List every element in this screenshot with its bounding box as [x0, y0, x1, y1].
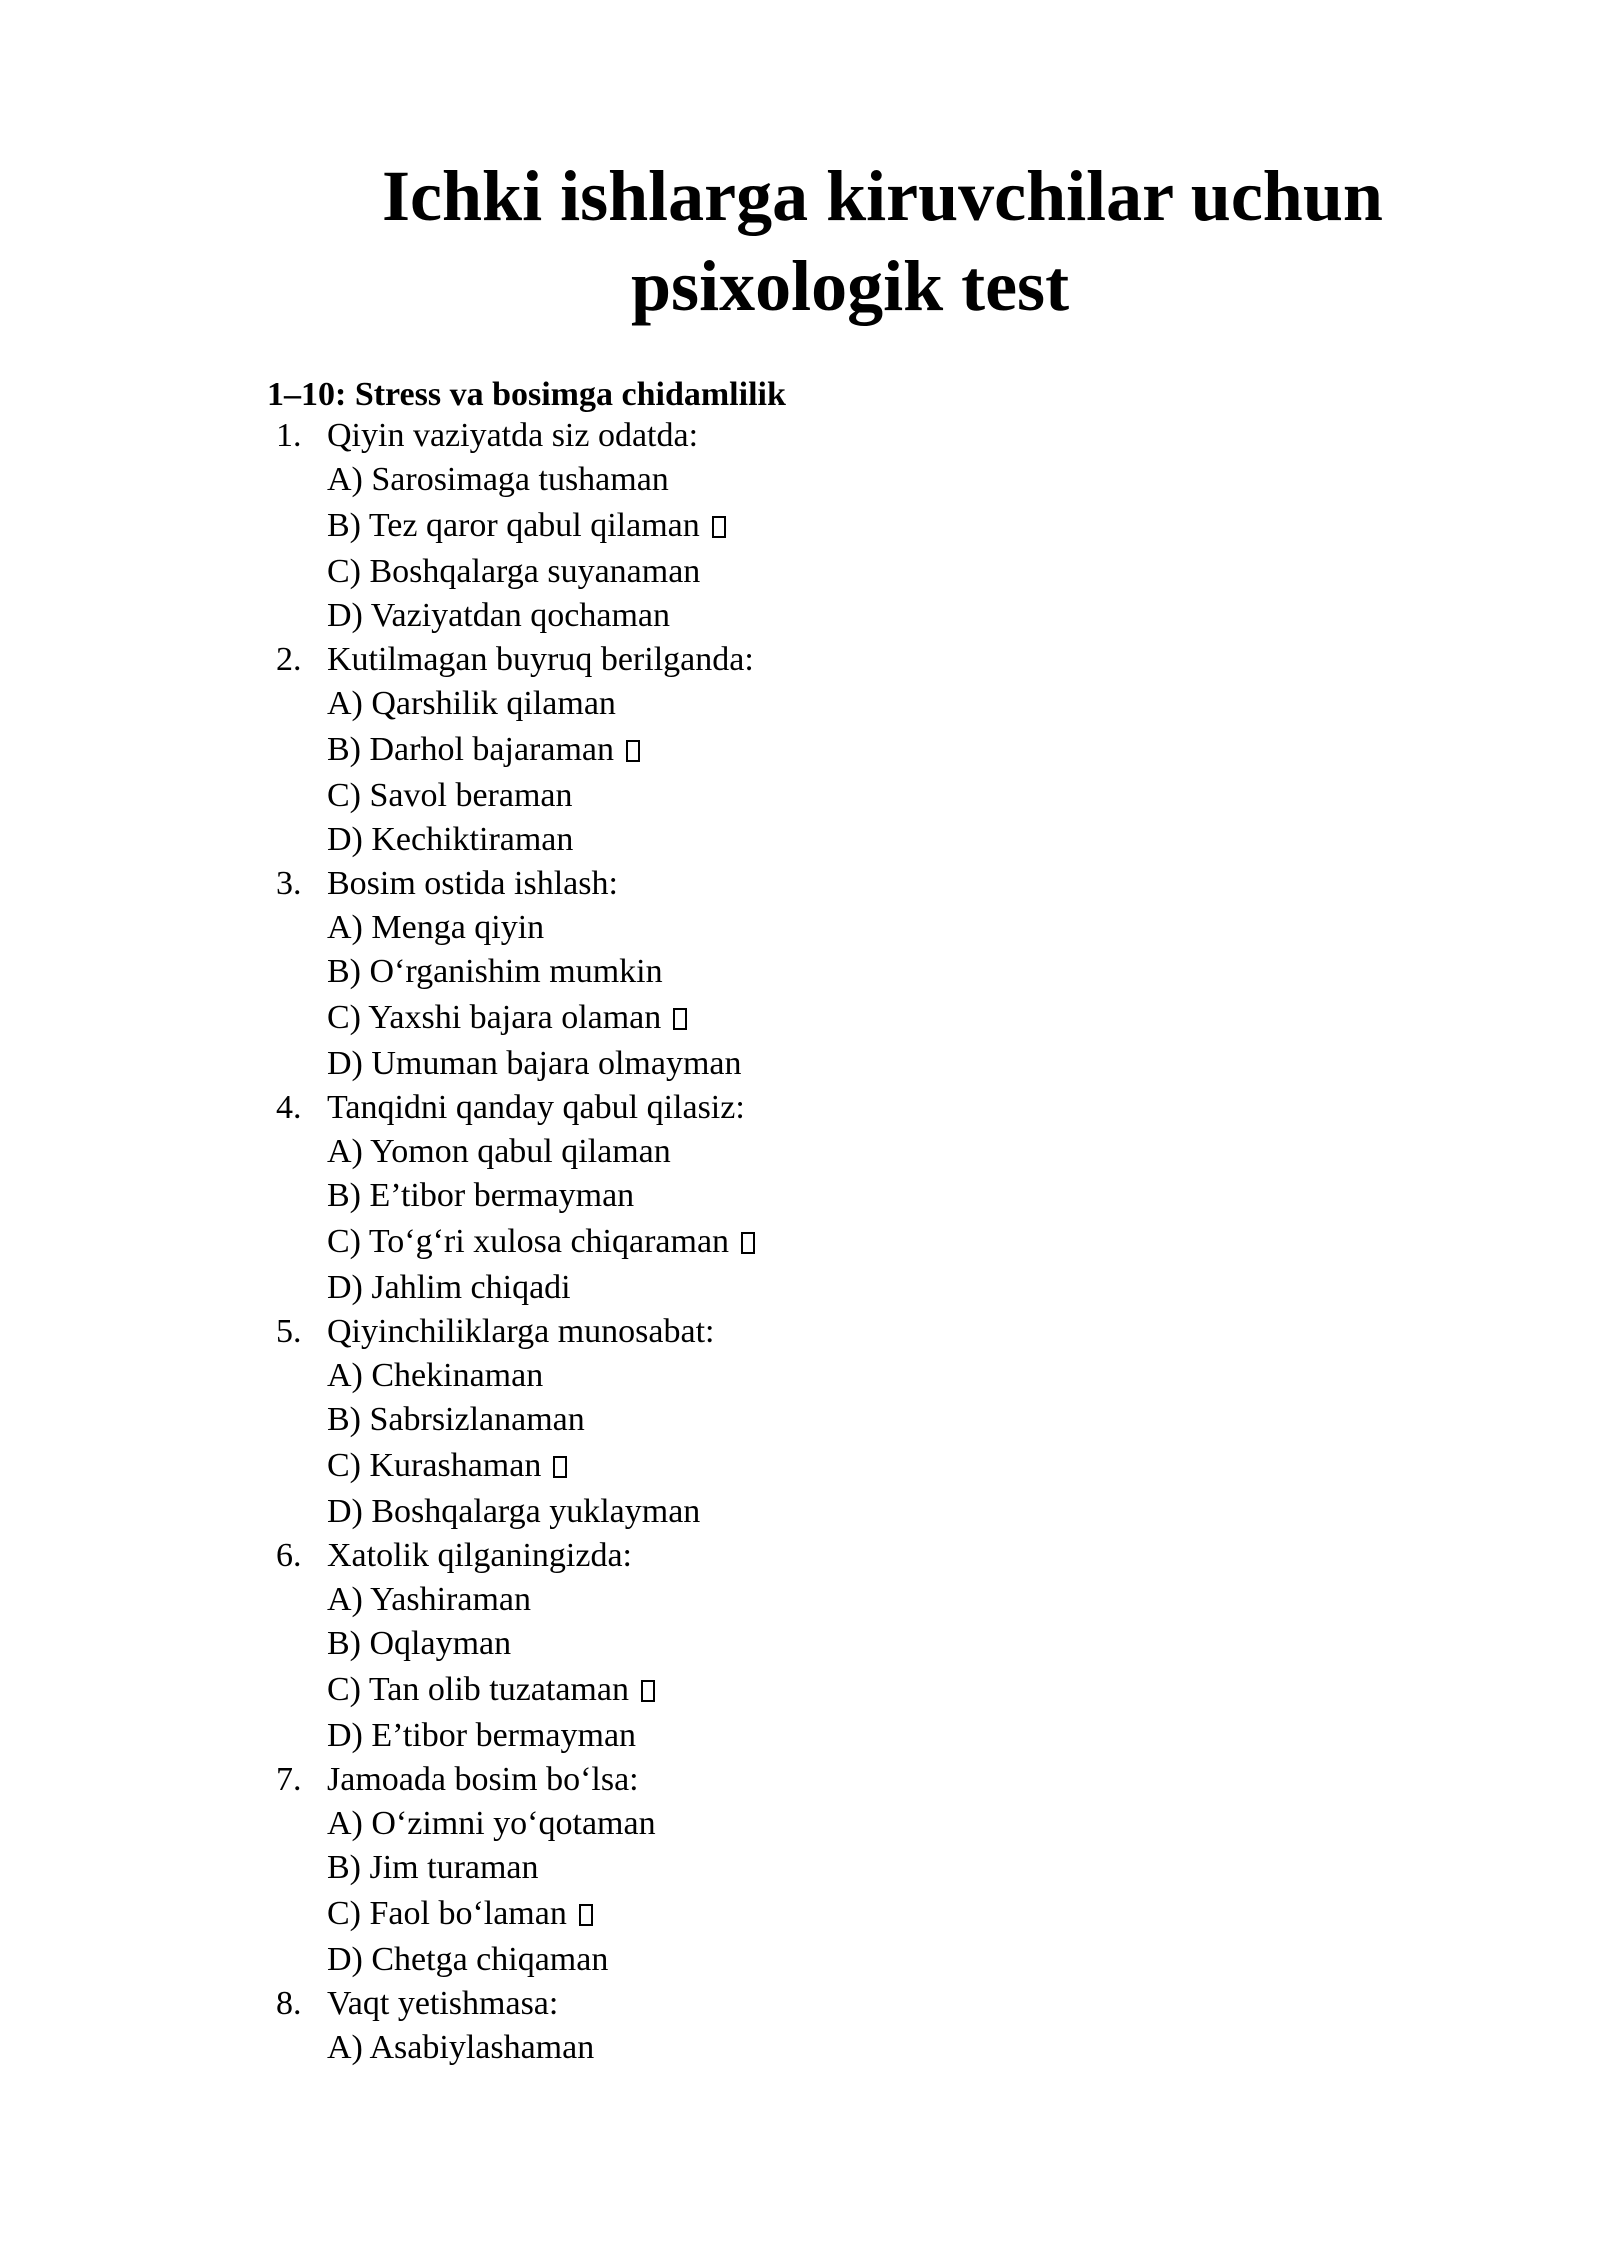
answer-options	[0, 906, 1600, 1086]
answer-option	[0, 774, 1600, 818]
answer-option-label: D) Jahlim chiqadi	[327, 1269, 571, 1306]
answer-option	[0, 1890, 1600, 1938]
answer-option	[0, 726, 1600, 774]
correct-answer-box-icon	[712, 516, 726, 538]
answer-option-label: D) Kechiktiraman	[327, 821, 574, 858]
correct-answer-box-icon	[553, 1456, 567, 1478]
question-text: Xatolik qilganingizda:	[327, 1537, 632, 1574]
question-row	[0, 1982, 1600, 2026]
question-item	[0, 638, 1600, 862]
question-text: Vaqt yetishmasa:	[327, 1985, 559, 2022]
answer-option	[0, 1218, 1600, 1266]
answer-option-label: B) Sabrsizlanaman	[327, 1401, 585, 1438]
answer-option-label: D) Vaziyatdan qochaman	[327, 597, 671, 634]
answer-option-label: B) E’tibor bermayman	[327, 1177, 635, 1214]
question-row	[0, 414, 1600, 458]
answer-option-label: A) O‘zimni yo‘qotaman	[327, 1805, 656, 1842]
answer-option-label: B) Darhol bajaraman	[327, 731, 614, 768]
question-row	[0, 1534, 1600, 1578]
answer-option-label: A) Yomon qabul qilaman	[327, 1133, 671, 1170]
answer-option	[0, 1666, 1600, 1714]
answer-option	[0, 1846, 1600, 1890]
question-item	[0, 1534, 1600, 1758]
answer-option-label: A) Menga qiyin	[327, 909, 545, 946]
answer-options	[0, 1130, 1600, 1310]
answer-options	[0, 1578, 1600, 1758]
document-title-line-2: psixologik test	[631, 246, 1070, 326]
answer-option-label: B) Oqlayman	[327, 1625, 512, 1662]
answer-option	[0, 1042, 1600, 1086]
answer-option-label: D) Chetga chiqaman	[327, 1941, 609, 1978]
answer-option-label: C) Kurashaman	[327, 1447, 542, 1484]
question-text: Bosim ostida ishlash:	[327, 865, 618, 902]
answer-option-label: D) Boshqalarga yuklayman	[327, 1493, 701, 1530]
answer-option-label: C) Tan olib tuzataman	[327, 1671, 629, 1708]
question-item	[0, 1086, 1600, 1310]
answer-option-label: A) Asabiylashaman	[327, 2029, 595, 2066]
answer-option	[0, 2026, 1600, 2070]
question-text: Qiyin vaziyatda siz odatda:	[327, 417, 699, 454]
answer-option	[0, 994, 1600, 1042]
question-number: 8.	[276, 1985, 302, 2022]
answer-options	[0, 682, 1600, 862]
answer-option-label: A) Yashiraman	[327, 1581, 531, 1618]
document-title-line-1: Ichki ishlarga kiruvchilar uchun	[382, 156, 1383, 236]
answer-option	[0, 550, 1600, 594]
answer-option	[0, 906, 1600, 950]
question-number: 7.	[276, 1761, 302, 1798]
answer-option-label: C) To‘g‘ri xulosa chiqaraman	[327, 1223, 730, 1260]
question-row	[0, 1310, 1600, 1354]
answer-option	[0, 594, 1600, 638]
answer-option	[0, 1714, 1600, 1758]
question-text: Qiyinchiliklarga munosabat:	[327, 1313, 715, 1350]
answer-option-label: C) Savol beraman	[327, 777, 573, 814]
answer-option	[0, 458, 1600, 502]
correct-answer-box-icon	[641, 1680, 655, 1702]
question-number: 4.	[276, 1089, 302, 1126]
answer-option-label: B) Tez qaror qabul qilaman	[327, 507, 700, 544]
answer-options	[0, 1354, 1600, 1534]
answer-option-label: D) E’tibor bermayman	[327, 1717, 637, 1754]
answer-option	[0, 1130, 1600, 1174]
answer-option	[0, 1266, 1600, 1310]
question-number: 3.	[276, 865, 302, 902]
answer-option	[0, 1174, 1600, 1218]
question-item	[0, 1758, 1600, 1982]
question-text: Kutilmagan buyruq berilganda:	[327, 641, 754, 678]
question-row	[0, 1758, 1600, 1802]
answer-option-label: A) Qarshilik qilaman	[327, 685, 616, 722]
correct-answer-box-icon	[626, 740, 640, 762]
answer-option-label: A) Chekinaman	[327, 1357, 544, 1394]
answer-option-label: C) Yaxshi bajara olaman	[327, 999, 662, 1036]
question-text: Tanqidni qanday qabul qilasiz:	[327, 1089, 745, 1126]
answer-option	[0, 1442, 1600, 1490]
section-heading: 1–10: Stress va bosimga chidamlilik	[267, 376, 786, 413]
answer-option	[0, 1398, 1600, 1442]
answer-option	[0, 1938, 1600, 1982]
question-item	[0, 1982, 1600, 2070]
answer-options	[0, 2026, 1600, 2070]
question-item	[0, 1310, 1600, 1534]
answer-options	[0, 458, 1600, 638]
question-item	[0, 414, 1600, 638]
answer-option	[0, 1802, 1600, 1846]
answer-option-label: B) O‘rganishim mumkin	[327, 953, 663, 990]
answer-option	[0, 502, 1600, 550]
question-number: 5.	[276, 1313, 302, 1350]
answer-option	[0, 1354, 1600, 1398]
answer-option-label: A) Sarosimaga tushaman	[327, 461, 669, 498]
question-row	[0, 862, 1600, 906]
answer-option	[0, 682, 1600, 726]
answer-option-label: B) Jim turaman	[327, 1849, 539, 1886]
answer-option	[0, 1622, 1600, 1666]
answer-options	[0, 1802, 1600, 1982]
question-number: 2.	[276, 641, 302, 678]
question-row	[0, 1086, 1600, 1130]
correct-answer-box-icon	[673, 1008, 687, 1030]
answer-option	[0, 818, 1600, 862]
answer-option-label: C) Boshqalarga suyanaman	[327, 553, 701, 590]
question-list	[0, 414, 1600, 2070]
answer-option-label: C) Faol bo‘laman	[327, 1895, 567, 1932]
question-item	[0, 862, 1600, 1086]
question-number: 1.	[276, 417, 302, 454]
answer-option	[0, 950, 1600, 994]
correct-answer-box-icon	[741, 1232, 755, 1254]
question-number: 6.	[276, 1537, 302, 1574]
correct-answer-box-icon	[579, 1904, 593, 1926]
question-row	[0, 638, 1600, 682]
question-text: Jamoada bosim bo‘lsa:	[327, 1761, 639, 1798]
answer-option-label: D) Umuman bajara olmayman	[327, 1045, 742, 1082]
answer-option	[0, 1490, 1600, 1534]
answer-option	[0, 1578, 1600, 1622]
